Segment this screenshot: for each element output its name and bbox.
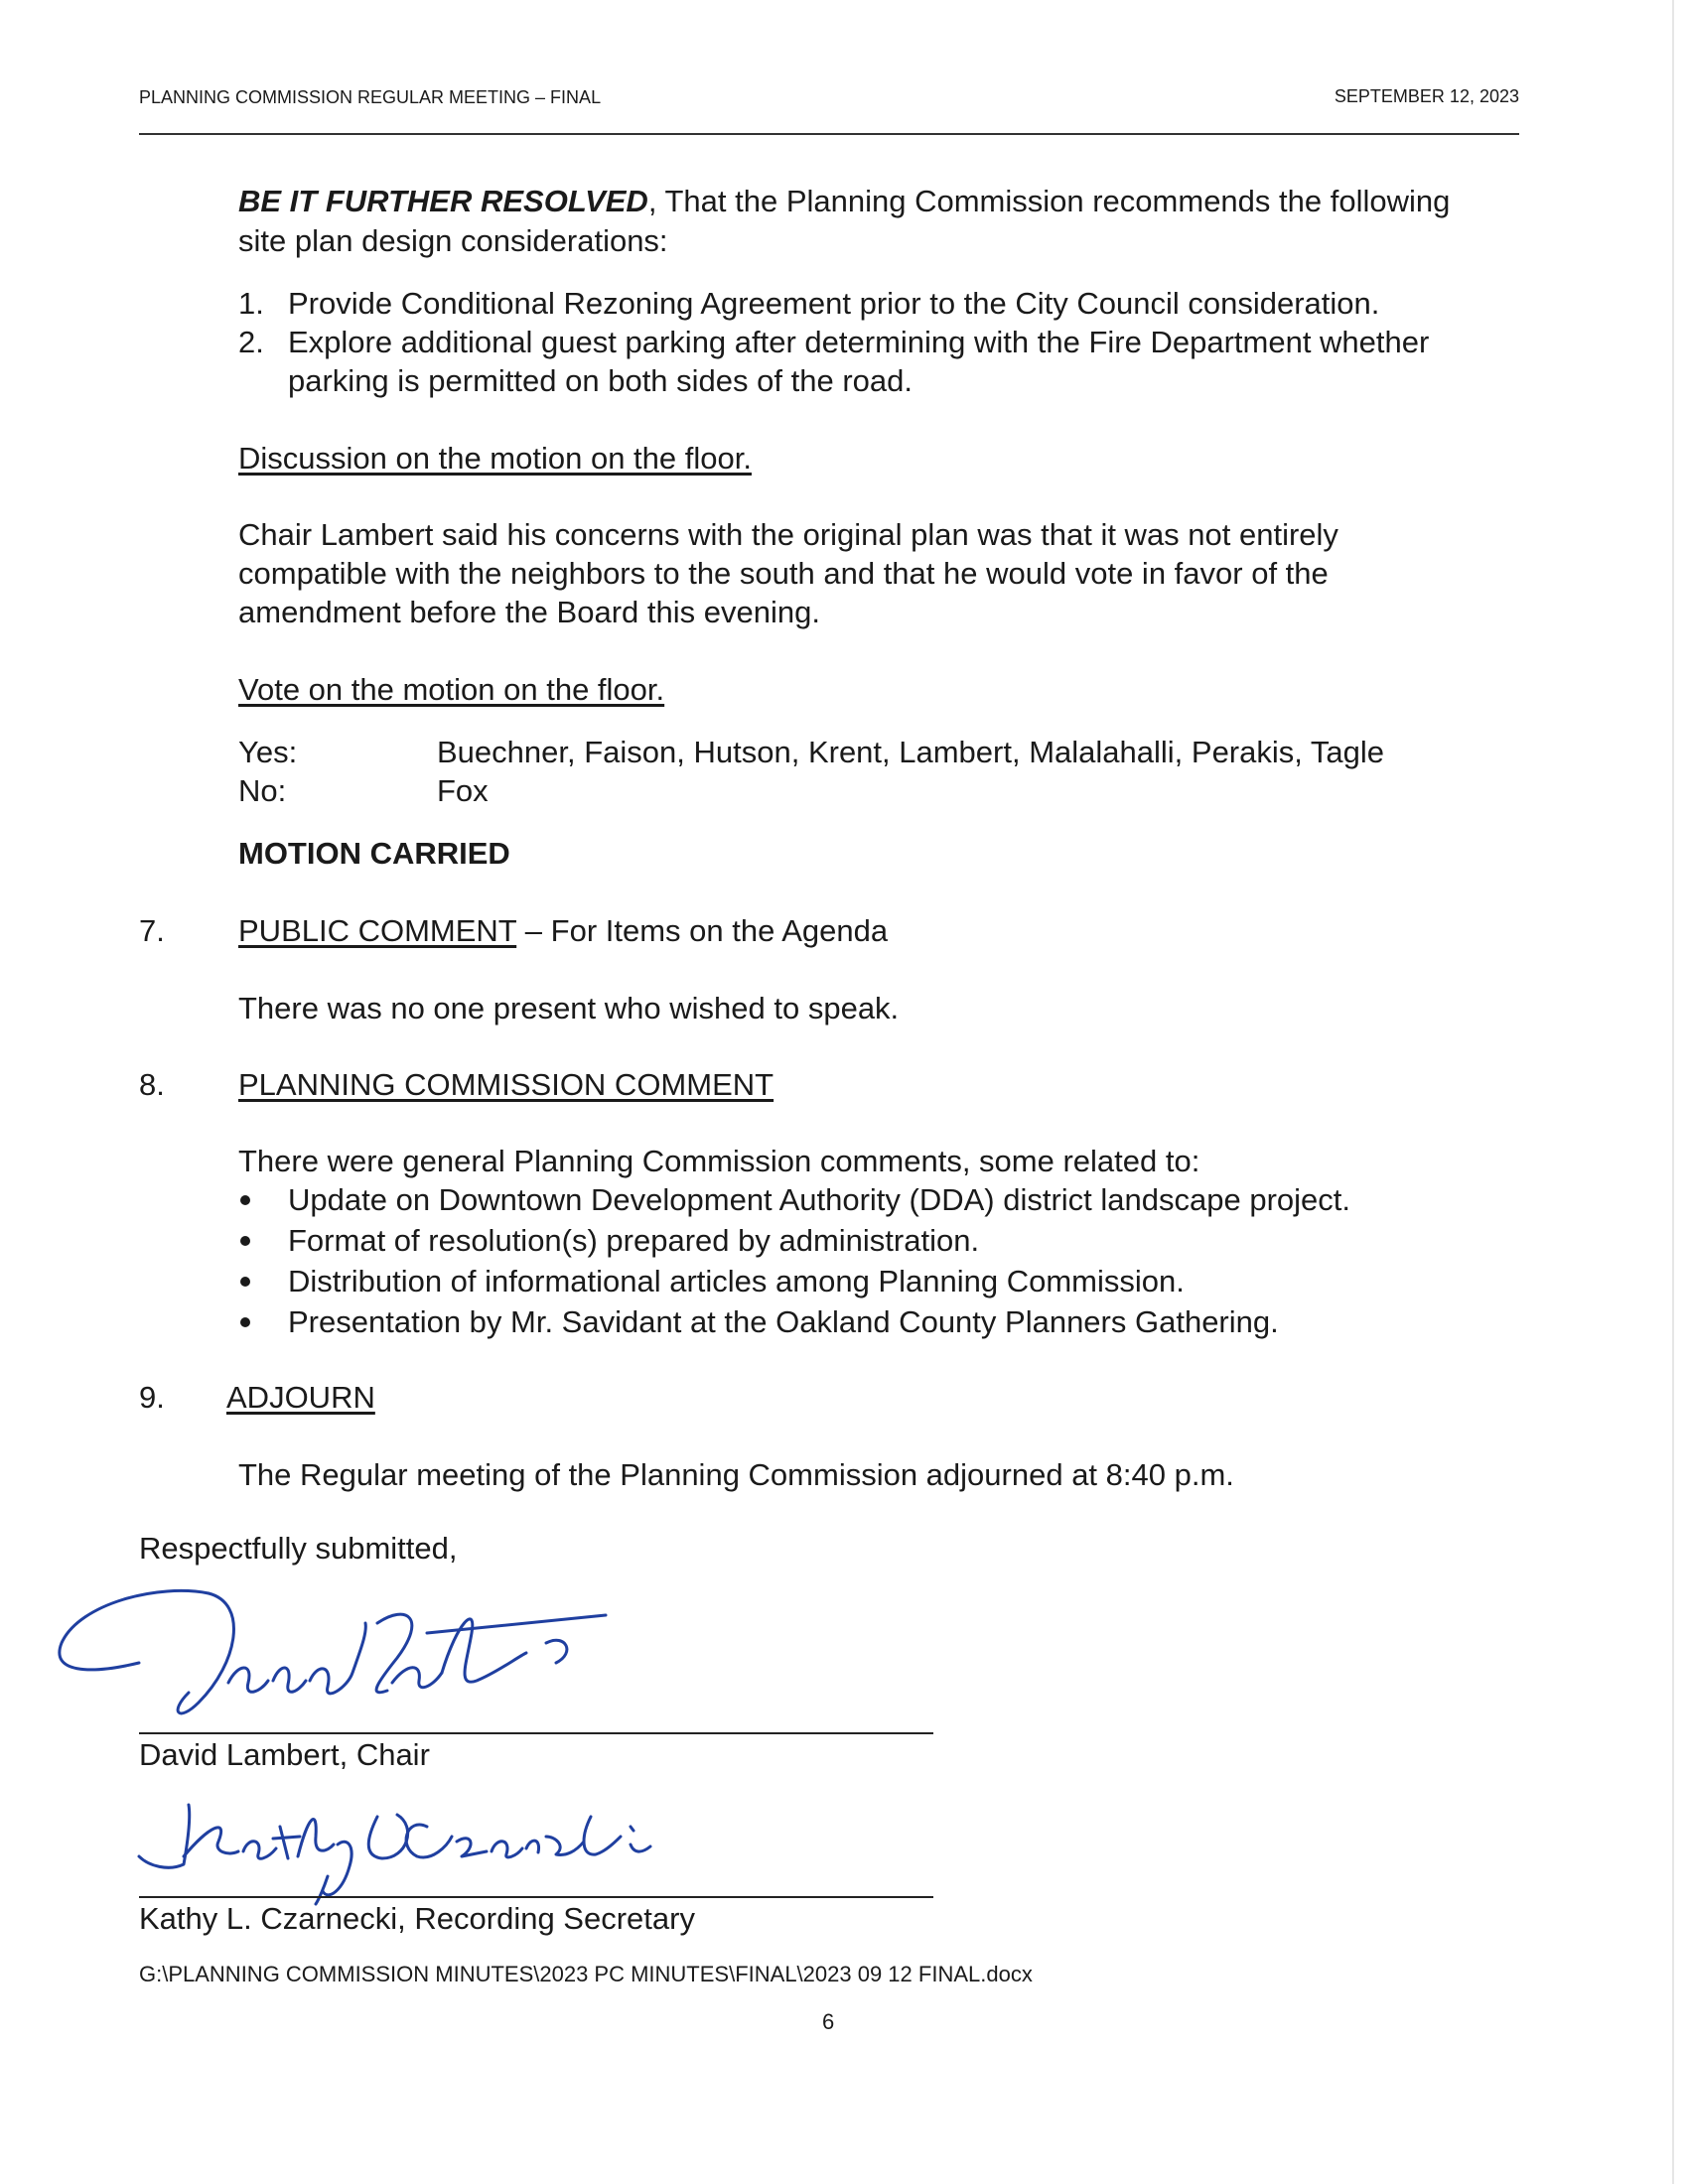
list-item-number: 1. bbox=[238, 286, 264, 321]
list-item-number: 2. bbox=[238, 325, 264, 359]
bullet-icon bbox=[240, 1317, 250, 1327]
page-edge-line bbox=[1672, 0, 1674, 2184]
section-title: ADJOURN bbox=[226, 1380, 375, 1415]
vote-heading: Vote on the motion on the floor. bbox=[238, 672, 665, 707]
signatory-name: David Lambert, Chair bbox=[139, 1737, 430, 1772]
header-title: PLANNING COMMISSION REGULAR MEETING – FINAL bbox=[139, 87, 602, 107]
discussion-line-1: Chair Lambert said his concerns with the original plan was that it was not entirely bbox=[238, 517, 1338, 552]
section-9-body: The Regular meeting of the Planning Commission adjourned at 8:40 p.m. bbox=[238, 1457, 1234, 1492]
signature-line bbox=[139, 1896, 933, 1898]
closing-text: Respectfully submitted, bbox=[139, 1531, 458, 1566]
vote-yes-label: Yes: bbox=[238, 735, 298, 769]
vote-yes-names: Buechner, Faison, Hutson, Krent, Lambert, Malalahalli, Perakis, Tagle bbox=[437, 735, 1385, 769]
bullet-icon bbox=[240, 1195, 250, 1205]
section-number: 8. bbox=[139, 1067, 165, 1102]
discussion-line-3: amendment before the Board this evening. bbox=[238, 595, 820, 629]
list-item: Presentation by Mr. Savidant at the Oakland County Planners Gathering. bbox=[288, 1304, 1279, 1339]
signature-line bbox=[139, 1732, 933, 1734]
list-item-text: Provide Conditional Rezoning Agreement prior to the City Council consideration. bbox=[288, 286, 1380, 321]
bullet-icon bbox=[240, 1277, 250, 1287]
resolution-line-2: site plan design considerations: bbox=[238, 223, 668, 258]
header-divider bbox=[139, 133, 1519, 135]
section-number: 9. bbox=[139, 1380, 165, 1415]
section-7-heading bbox=[238, 911, 888, 951]
list-item-text-cont: parking is permitted on both sides of the road. bbox=[288, 363, 913, 398]
signatory-name: Kathy L. Czarnecki, Recording Secretary bbox=[139, 1901, 695, 1936]
header-date: SEPTEMBER 12, 2023 bbox=[1334, 86, 1519, 106]
discussion-line-2: compatible with the neighbors to the south and that he would vote in favor of the bbox=[238, 556, 1329, 591]
motion-result: MOTION CARRIED bbox=[238, 836, 510, 871]
section-7-body: There was no one present who wished to speak. bbox=[238, 991, 900, 1025]
signature-david-lambert bbox=[50, 1564, 626, 1732]
section-title-suffix: – For Items on the Agenda bbox=[516, 913, 889, 948]
section-title: PUBLIC COMMENT bbox=[238, 913, 517, 948]
bullet-icon bbox=[240, 1236, 250, 1246]
section-number: 7. bbox=[139, 913, 165, 948]
resolution-text-1: , That the Planning Commission recommends the following bbox=[647, 184, 1451, 218]
vote-no-names: Fox bbox=[437, 773, 489, 808]
list-item: Update on Downtown Development Authority (DDA) district landscape project. bbox=[288, 1182, 1351, 1217]
list-item-text: Explore additional guest parking after determining with the Fire Department whether bbox=[288, 325, 1430, 359]
discussion-heading: Discussion on the motion on the floor. bbox=[238, 441, 752, 476]
section-title: PLANNING COMMISSION COMMENT bbox=[238, 1067, 774, 1102]
list-item: Format of resolution(s) prepared by administration. bbox=[288, 1223, 980, 1258]
file-path: G:\PLANNING COMMISSION MINUTES\2023 PC MINUTES\FINAL\2023 09 12 FINAL.docx bbox=[139, 1962, 1033, 1986]
page-number: 6 bbox=[822, 2009, 835, 2034]
section-8-intro: There were general Planning Commission comments, some related to: bbox=[238, 1144, 1200, 1178]
vote-no-label: No: bbox=[238, 773, 287, 808]
list-item: Distribution of informational articles among Planning Commission. bbox=[288, 1264, 1185, 1298]
resolution-line-1 bbox=[238, 182, 1450, 221]
signature-kathy-czarnecki bbox=[129, 1797, 685, 1906]
resolution-lead: BE IT FURTHER RESOLVED bbox=[238, 184, 648, 218]
